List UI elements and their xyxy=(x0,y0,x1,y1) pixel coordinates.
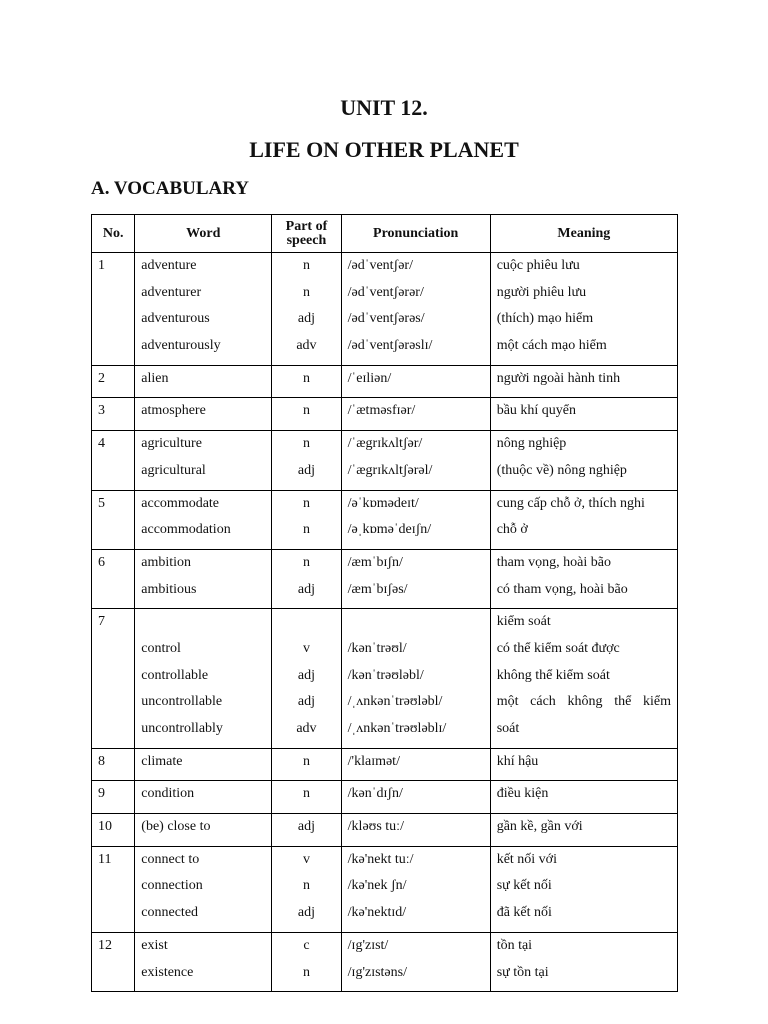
word-entry: adventurously xyxy=(141,338,221,354)
part-of-speech-entry: c xyxy=(303,937,310,953)
table-row xyxy=(92,549,678,608)
part-of-speech-entry: n xyxy=(302,284,310,300)
table-row xyxy=(92,609,678,748)
pronunciation-entry: /ədˈventʃərəs/ xyxy=(347,311,425,327)
row-number xyxy=(92,398,135,431)
part-of-speech-entry: n xyxy=(302,878,310,894)
word-entry: agriculture xyxy=(141,436,202,452)
row-number-text: 6 xyxy=(98,554,105,570)
header-word: Word xyxy=(135,215,272,253)
word-entry: exist xyxy=(141,937,168,953)
table-body xyxy=(92,253,678,992)
meaning-cell xyxy=(490,609,677,748)
pronunciation-entry: /kə'nekt tuː/ xyxy=(347,851,414,867)
part-of-speech-entry: v xyxy=(302,851,310,867)
word-entry: agricultural xyxy=(141,462,206,478)
table-row xyxy=(92,253,678,366)
word-entry: connected xyxy=(141,905,199,921)
part-of-speech-cell xyxy=(272,781,341,814)
pronunciation-entry: /'klaɪmət/ xyxy=(347,753,400,769)
meaning-entry: một cách mạo hiểm xyxy=(496,338,607,354)
header-pronunciation: Pronunciation xyxy=(341,215,490,253)
pronunciation-cell xyxy=(341,932,490,991)
section-title: A. VOCABULARY xyxy=(91,178,250,199)
pronunciation-entry: /ˈætməsfɪər/ xyxy=(347,403,416,419)
pronunciation-cell xyxy=(341,253,490,366)
part-of-speech-cell xyxy=(272,490,341,549)
row-number-text: 2 xyxy=(98,370,105,386)
word-cell xyxy=(135,814,272,847)
word-entry: uncontrollably xyxy=(141,721,223,736)
header-meaning: Meaning xyxy=(490,215,677,253)
row-number-text: 10 xyxy=(98,819,112,835)
word-entry: connect to xyxy=(141,851,200,867)
meaning-cell xyxy=(490,398,677,431)
unit-subtitle: LIFE ON OTHER PLANET xyxy=(249,137,519,162)
pronunciation-entry: /ˌʌnkənˈtrəʊləbl/ xyxy=(347,694,443,710)
row-number xyxy=(92,814,135,847)
pronunciation-entry: /æmˈbɪʃəs/ xyxy=(347,581,408,597)
part-of-speech-cell xyxy=(272,398,341,431)
part-of-speech-cell xyxy=(272,253,341,366)
part-of-speech-entry: adv xyxy=(296,338,317,354)
meaning-entry: gần kề, gần với xyxy=(496,819,583,835)
meaning-cell xyxy=(490,846,677,932)
row-number-text: 8 xyxy=(98,753,105,769)
meaning-entry: đã kết nối xyxy=(496,905,552,921)
pronunciation-entry: /əˈkɒmədeɪt/ xyxy=(347,495,419,511)
part-of-speech-entry: v xyxy=(302,640,310,656)
header-pos-line2: speech xyxy=(286,232,327,248)
pronunciation-cell xyxy=(341,748,490,781)
row-number-text: 4 xyxy=(98,436,105,452)
meaning-entry: khí hậu xyxy=(496,753,539,769)
part-of-speech-entry: adj xyxy=(297,667,315,683)
table-header-row xyxy=(92,215,678,253)
pronunciation-entry: /ˈeɪliən/ xyxy=(347,370,392,386)
pronunciation-cell xyxy=(341,398,490,431)
table-row xyxy=(92,490,678,549)
meaning-entry: sự kết nối xyxy=(496,878,552,894)
pronunciation-cell xyxy=(341,365,490,398)
row-number xyxy=(92,549,135,608)
header-no: No. xyxy=(92,215,135,253)
part-of-speech-entry: n xyxy=(302,370,310,386)
pronunciation-entry: /ədˈventʃər/ xyxy=(347,258,413,273)
word-entry: adventurer xyxy=(141,284,202,300)
row-number-text: 9 xyxy=(98,786,105,802)
pronunciation-entry: /ɪg'zɪst/ xyxy=(347,937,389,953)
pronunciation-entry: /ədˈventʃərəslɪ/ xyxy=(347,338,433,354)
meaning-entry: tham vọng, hoài bão xyxy=(496,554,611,570)
part-of-speech-entry: adj xyxy=(297,311,315,327)
meaning-cell xyxy=(490,253,677,366)
vocabulary-table xyxy=(91,214,678,992)
part-of-speech-entry xyxy=(278,611,334,638)
row-number-text: 11 xyxy=(98,851,112,867)
meaning-entry: tồn tại xyxy=(496,937,533,953)
meaning-entry: người phiêu lưu xyxy=(496,284,587,300)
pronunciation-entry xyxy=(348,611,484,638)
pronunciation-cell xyxy=(341,431,490,490)
part-of-speech-cell xyxy=(272,814,341,847)
part-of-speech-cell xyxy=(272,932,341,991)
part-of-speech-entry: adj xyxy=(297,819,315,835)
meaning-entry: có thể kiểm soát được xyxy=(496,640,620,656)
row-number-text: 12 xyxy=(98,937,112,953)
word-cell xyxy=(135,398,272,431)
meaning-cell xyxy=(490,431,677,490)
word-entry: condition xyxy=(141,786,195,802)
table-row xyxy=(92,365,678,398)
meaning-entry: kiểm soát xyxy=(496,614,551,630)
row-number xyxy=(92,932,135,991)
part-of-speech-cell xyxy=(272,846,341,932)
part-of-speech-cell xyxy=(272,609,341,748)
word-entry: adventure xyxy=(141,258,197,273)
word-cell xyxy=(135,609,272,748)
part-of-speech-cell xyxy=(272,431,341,490)
table-row xyxy=(92,814,678,847)
pronunciation-entry: /kənˈtrəʊləbl/ xyxy=(347,667,424,683)
meaning-cell xyxy=(490,549,677,608)
pronunciation-cell xyxy=(341,609,490,748)
word-entry xyxy=(141,611,265,638)
part-of-speech-entry: n xyxy=(302,403,310,419)
part-of-speech-entry: n xyxy=(302,964,310,980)
meaning-cell xyxy=(490,490,677,549)
meaning-cell xyxy=(490,814,677,847)
word-entry: accommodation xyxy=(141,522,231,538)
word-cell xyxy=(135,748,272,781)
word-cell xyxy=(135,549,272,608)
word-entry: ambition xyxy=(141,554,192,570)
table-row xyxy=(92,431,678,490)
meaning-cell xyxy=(490,932,677,991)
row-number xyxy=(92,846,135,932)
part-of-speech-entry: adj xyxy=(297,462,315,478)
word-entry: (be) close to xyxy=(141,819,211,835)
meaning-entry: một cách không thể kiểm xyxy=(496,694,671,710)
pronunciation-entry: /ɪg'zɪstəns/ xyxy=(347,964,407,980)
word-entry: atmosphere xyxy=(141,403,206,419)
table-row xyxy=(92,932,678,991)
table-row xyxy=(92,398,678,431)
row-number xyxy=(92,490,135,549)
part-of-speech-cell xyxy=(272,549,341,608)
meaning-entry: chỗ ở xyxy=(496,522,528,538)
row-number-text: 3 xyxy=(98,403,105,419)
row-number xyxy=(92,748,135,781)
pronunciation-entry: /kləʊs tuː/ xyxy=(347,819,404,835)
pronunciation-entry: /æmˈbɪʃn/ xyxy=(347,554,403,570)
pronunciation-entry: /ˈægrɪkʌltʃərəl/ xyxy=(347,462,433,478)
meaning-cell xyxy=(490,365,677,398)
part-of-speech-cell xyxy=(272,365,341,398)
meaning-entry: kết nối với xyxy=(496,851,557,867)
unit-title: UNIT 12. xyxy=(340,95,428,120)
part-of-speech-cell xyxy=(272,748,341,781)
word-cell xyxy=(135,365,272,398)
meaning-entry: sự tồn tại xyxy=(496,964,549,980)
meaning-entry: cuộc phiêu lưu xyxy=(496,258,580,273)
part-of-speech-entry: n xyxy=(302,753,310,769)
part-of-speech-entry: adj xyxy=(297,905,315,921)
pronunciation-entry: /ədˈventʃərər/ xyxy=(347,284,424,300)
part-of-speech-entry: n xyxy=(302,554,310,570)
pronunciation-cell xyxy=(341,549,490,608)
meaning-entry: người ngoài hành tinh xyxy=(496,370,621,386)
word-entry: controllable xyxy=(141,667,209,683)
pronunciation-entry: /əˌkɒməˈdeɪʃn/ xyxy=(347,522,432,538)
part-of-speech-entry: adj xyxy=(297,694,315,710)
part-of-speech-entry: n xyxy=(302,436,310,452)
meaning-entry: không thể kiểm soát xyxy=(496,667,610,683)
meaning-entry: bầu khí quyển xyxy=(496,403,577,419)
word-entry: ambitious xyxy=(141,581,197,597)
pronunciation-cell xyxy=(341,490,490,549)
part-of-speech-entry: n xyxy=(302,522,310,538)
word-cell xyxy=(135,431,272,490)
row-number-text: 1 xyxy=(98,258,105,273)
row-number-text: 5 xyxy=(98,495,105,511)
pronunciation-entry: /ˈægrɪkʌltʃər/ xyxy=(347,436,423,452)
meaning-entry: soát xyxy=(496,721,520,736)
word-entry: climate xyxy=(141,753,183,769)
table-row xyxy=(92,748,678,781)
word-cell xyxy=(135,781,272,814)
part-of-speech-entry: adj xyxy=(297,581,315,597)
pronunciation-cell xyxy=(341,846,490,932)
part-of-speech-entry: n xyxy=(302,786,310,802)
part-of-speech-entry: n xyxy=(302,258,310,273)
word-cell xyxy=(135,846,272,932)
word-entry: adventurous xyxy=(141,311,210,327)
table-row xyxy=(92,846,678,932)
meaning-entry: nông nghiệp xyxy=(496,436,567,452)
row-number xyxy=(92,609,135,748)
meaning-entry: (thích) mạo hiểm xyxy=(496,311,594,327)
pronunciation-entry: /kə'nek ʃn/ xyxy=(347,878,407,894)
meaning-entry: (thuộc về) nông nghiệp xyxy=(496,462,627,478)
word-entry: accommodate xyxy=(141,495,220,511)
meaning-entry: điều kiện xyxy=(496,786,549,802)
pronunciation-entry: /kənˈdɪʃn/ xyxy=(347,786,403,802)
word-entry: existence xyxy=(141,964,194,980)
pronunciation-cell xyxy=(341,814,490,847)
row-number xyxy=(92,431,135,490)
pronunciation-entry: /ˌʌnkənˈtrəʊləblɪ/ xyxy=(347,721,447,736)
meaning-cell xyxy=(490,781,677,814)
word-cell xyxy=(135,253,272,366)
pronunciation-cell xyxy=(341,781,490,814)
word-cell xyxy=(135,932,272,991)
row-number xyxy=(92,365,135,398)
meaning-entry: cung cấp chỗ ở, thích nghi xyxy=(496,495,645,511)
word-entry: alien xyxy=(141,370,169,386)
word-entry: uncontrollable xyxy=(141,694,223,710)
part-of-speech-entry: n xyxy=(302,495,310,511)
row-number xyxy=(92,253,135,366)
meaning-entry: có tham vọng, hoài bão xyxy=(496,581,628,597)
word-entry: control xyxy=(141,640,181,656)
row-number xyxy=(92,781,135,814)
word-entry: connection xyxy=(141,878,203,894)
pronunciation-entry: /kə'nektɪd/ xyxy=(347,905,407,921)
table-row xyxy=(92,781,678,814)
row-number-text: 7 xyxy=(98,614,105,630)
pronunciation-entry: /kənˈtrəʊl/ xyxy=(347,640,407,656)
header-part-of-speech xyxy=(272,215,341,253)
header-pos-line1: Part of xyxy=(285,218,328,234)
part-of-speech-entry: adv xyxy=(296,721,317,736)
meaning-cell xyxy=(490,748,677,781)
word-cell xyxy=(135,490,272,549)
